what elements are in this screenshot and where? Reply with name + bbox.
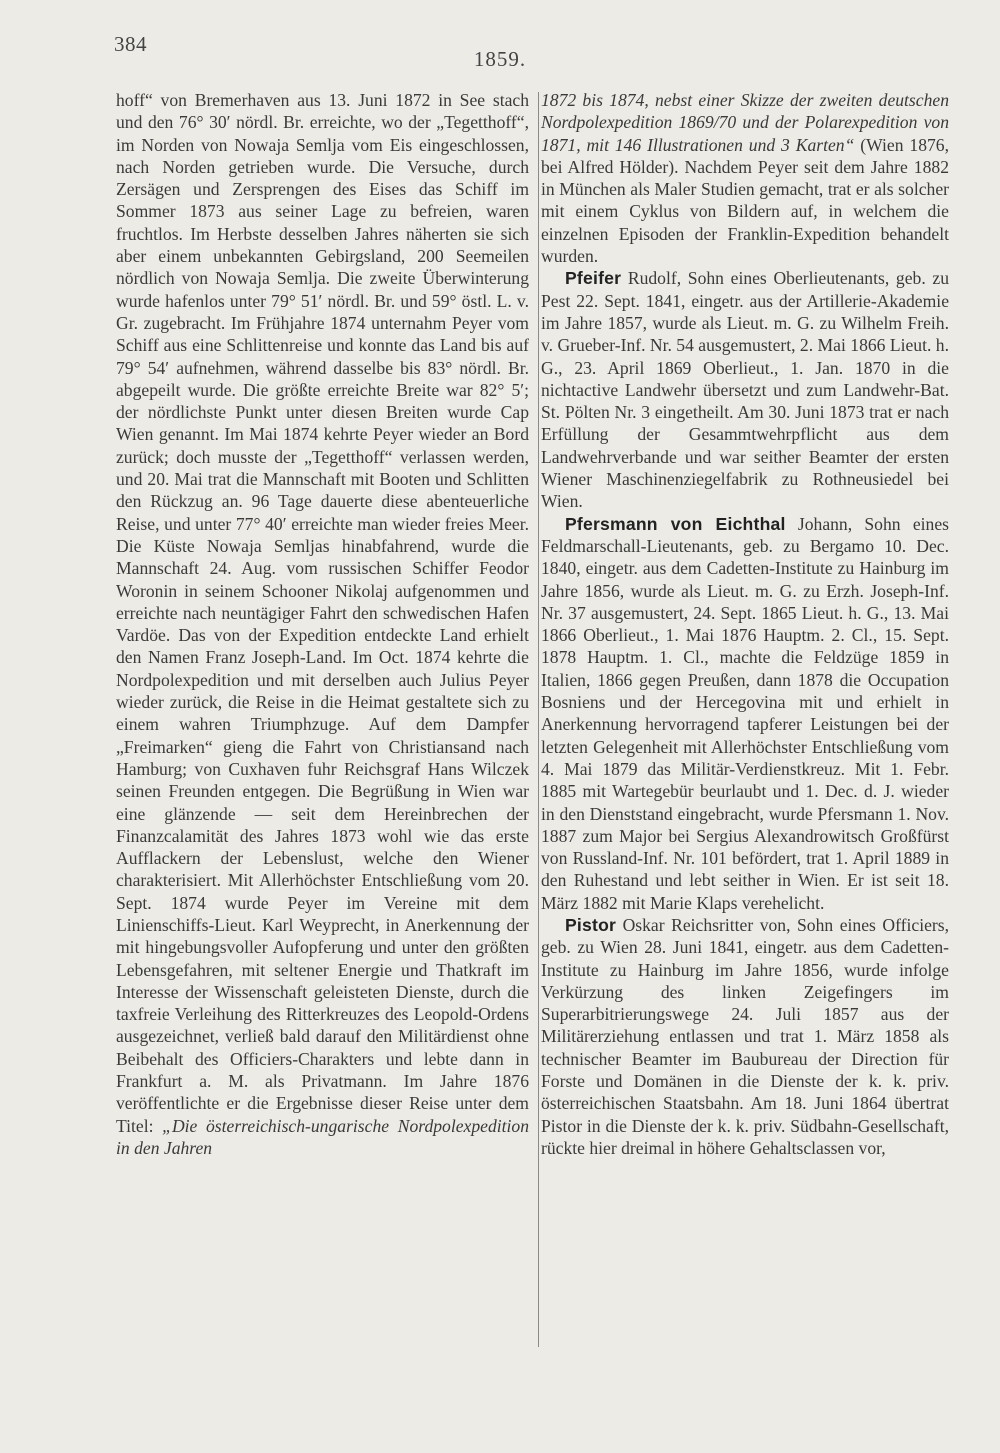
entry-pfersmann (541, 513, 949, 914)
left-column (116, 89, 529, 1159)
book-title: „Die österreichisch-ungarische Nordpolexpedition in den Jahren (116, 1115, 530, 1158)
entry-text: Rudolf, Sohn eines Oberlieutenants, geb. zu Pest 22. Sept. 1841, eingetr. aus der Artillerie-Akademie im Jahre 1857, wurde als Lieut. m. G. zu Wilhelm Freih. v. Grueber-Inf. Nr. 54 ausgemustert, 2. Mai 1866 Lieut. h. G., 23. April 1869 Oberlieut., 1. Jan. 1870 in die nichtactive Landwehr übersetzt und zum Landwehr-Bat. St. Pölten Nr. 3 eingetheilt. Am 30. Juni 1873 trat er nach Erfüllung der Gesammtwehrpflicht aus dem Landwehrverbande und war seither Beamter der ersten Wiener Maschinenziegelfabrik zu Rothneusiedel bei Wien. (541, 268, 949, 512)
column-rule (538, 92, 539, 1347)
paragraph-text: hoff“ von Bremerhaven aus 13. Juni 1872 in See stach und den 76° 30′ nördl. Br. erreichte, wo der „Tegetthoff“, im Norden von Nowaja Semlja vom Eis eingeschlossen, nach Norden getrieben wurde. Die Versuche, durch Zersägen und Zersprengen des Eises das Schiff im Sommer 1873 aus seiner Lage zu befreien, waren fruchtlos. Im Herbste desselben Jahres näherten sie sich aber einem unbekannten Gebirgsland, 200 Seemeilen nördlich von Nowaja Semlja. Die zweite Überwinterung wurde hafenlos unter 79° 51′ nördl. Br. und 59° östl. L. v. Gr. zugebracht. Im Frühjahre 1874 unternahm Peyer vom Schiff aus eine Schlittenreise und konnte das Land bis auf 79° 54′ aufnehmen, während dasselbe bis 83° nördl. Br. abgepeilt wurde. Die größte erreichte Breite war 82° 5′; der nördlichste Punkt unter diesen Breiten wurde Cap Wien genannt. Im Mai 1874 kehrte Peyer wieder an Bord zurück; doch musste der „Tegetthoff“ verlassen werden, und 20. Mai trat die Mannschaft mit Booten und Schlitten den Rückzug an. 96 Tage dauerte diese abenteuerliche Reise, und unter 77° 40′ erreichte man wieder freies Meer. Die Küste Nowaja Semljas hinabfahrend, wurde die Mannschaft 24. Aug. vom russischen Schiffer Feodor Woronin in seinem Schooner Nikolaj aufgenommen und erreichte nach neuntägiger Fahrt den schwedischen Hafen Vardöe. Das von der Expedition entdeckte Land erhielt den Namen Franz Joseph-Land. Im Oct. 1874 kehrte die Nordpolexpedition und mit derselben auch Julius Peyer wieder zurück, die Reise in die Heimat gestaltete sich zu einem wahren Triumphzuge. Auf dem Dampfer „Freimarken“ gieng die Fahrt von Christiansand nach Hamburg; von Cuxhaven fuhr Reichsgraf Hans Wilczek seinen Freunden entgegen. Die Begrüßung in Wien war eine glänzende — seit dem Hereinbrechen der Finanzcalamität des Jahres 1873 wohl wie das erste Aufflackern der Lebenslust, welche den Wiener charakterisiert. Mit Allerhöchster Entschließung vom 20. Sept. 1874 wurde Peyer im Vereine mit dem Linienschiffs-Lieut. Karl Weyprecht, in Anerkennung der mit hingebungsvoller Aufopferung und unter den größten Lebensgefahren, mit seltener Energie und Thatkraft im Interesse der Wissenschaft geleisteten Dienste, durch die taxfreie Verleihung des Ritterkreuzes des Leopold-Ordens ausgezeichnet, verließ bald darauf den Militärdienst ohne Beibehalt des Officiers-Charakters und lebte dann in Frankfurt a. M. als Privatmann. Im Jahre 1876 veröffentlichte er die Ergebnisse dieser Reise unter dem Titel: (116, 90, 529, 1136)
entry-text: Johann, Sohn eines Feldmarschall-Lieutenants, geb. zu Bergamo 10. Dec. 1840, eingetr. aus dem Cadetten-Institute zu Hainburg im Jahre 1856, wurde als Lieut. m. G. zu Erzh. Joseph-Inf. Nr. 37 ausgemustert, 24. Sept. 1865 Lieut. h. G., 13. Mai 1866 Oberlieut., 1. Mai 1876 Hauptm. 2. Cl., 15. Sept. 1878 Hauptm. 1. Cl., machte die Feldzüge 1859 in Italien, 1866 gegen Preußen, dann 1878 die Occupation Bosniens und der Hercegovina mit und erhielt in Anerkennung hervorragend tapferer Leistungen bei der letzten Gelegenheit mit Allerhöchster Entschließung vom 4. Mai 1879 das Militär-Verdienstkreuz. Mit 1. Febr. 1885 mit Wartegebür beurlaubt und 1. Dec. d. J. wieder in den Dienststand eingebracht, wurde Pfersmann 1. Nov. 1887 zum Major bei Sergius Alexandrowitsch Großfürst von Russland-Inf. Nr. 101 befördert, trat 1. April 1889 in den Ruhestand und lebt seither in Wien. Er ist seit 18. März 1882 mit Marie Klaps verehelicht. (541, 513, 949, 913)
entry-text: Oskar Reichsritter von, Sohn eines Officiers, geb. zu Wien 28. Juni 1841, eingetr. aus dem Cadetten-Institute zu Hainburg im Jahre 1856, wurde infolge Verkürzung des linken Zeigefingers im Superarbitrierungswege 24. Juli 1857 aus der Militärerziehung entlassen und trat 1. März 1858 als technischer Beamter im Baubureau der Direction für Forste und Domänen in die Dienste der k. k. priv. österreichischen Staatsbahn. Am 18. Juni 1864 übertrat Pistor in die Dienste der k. k. priv. Südbahn-Gesellschaft, rückte hier dreimal in höhere Gehaltsclassen vor, (541, 914, 949, 1158)
entry-headword: Pistor (565, 914, 617, 935)
book-title-continued: 1872 bis 1874, nebst einer Skizze der zweiten deutschen Nordpolexpedition 1869/70 und der Polarexpedition von 1871, mit 146 Illustrationen und 3 Karten“ (541, 90, 949, 155)
paragraph-peyer-continued (116, 89, 529, 1159)
running-head-year: 1859. (473, 47, 527, 71)
entry-pistor (541, 914, 949, 1159)
page-number: 384 (114, 32, 147, 56)
entry-pfeifer (541, 267, 949, 512)
paragraph-peyer-conclusion (541, 89, 949, 267)
entry-headword: Pfeifer (565, 268, 622, 289)
paragraph-text: (Wien 1876, bei Alfred Hölder). Nachdem Peyer seit dem Jahre 1882 in München als Maler Studien gemacht, trat er als solcher mit einem Cyklus von Bildern auf, in welchem die einzelnen Episoden der Franklin-Expedition behandelt wurden. (541, 134, 949, 267)
right-column (541, 89, 949, 1159)
entry-headword: Pfersmann von Eichthal (565, 513, 786, 534)
